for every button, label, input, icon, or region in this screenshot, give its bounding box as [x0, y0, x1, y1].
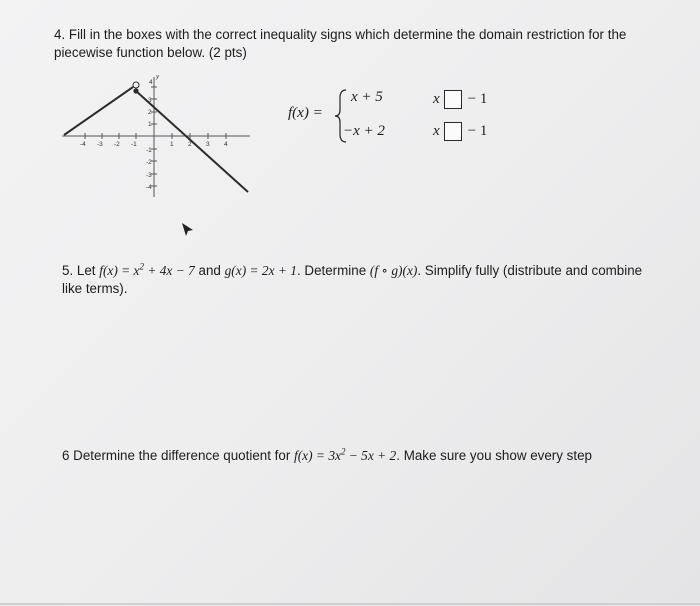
x-tick-label: -3 [97, 141, 103, 148]
x-tick-label: -1 [131, 141, 137, 148]
mouse-cursor-icon [181, 222, 195, 238]
function-label: f(x) = [288, 105, 323, 121]
f-definition-rest: + 4x − 7 [144, 263, 195, 278]
y-tick-label: -1 [146, 147, 152, 154]
y-tick-label: 4 [149, 79, 153, 86]
y-tick-label: 3 [148, 97, 152, 104]
x-tick-label: 3 [206, 141, 210, 148]
graph-line-left [64, 87, 133, 135]
question-5-suffix: . Simplify fully (distribute and combine like terms). [62, 263, 643, 296]
determine-text: . Determine [296, 263, 370, 278]
f-definition: f(x) = 3x [294, 448, 341, 463]
f-exponent: 2 [340, 446, 346, 457]
f-definition: f(x) = x [99, 263, 140, 278]
condition-2 [433, 122, 487, 141]
question-6 [62, 447, 662, 465]
condition-2-bound: − 1 [467, 122, 488, 139]
condition-1-bound: − 1 [467, 90, 488, 107]
question-4 [54, 26, 644, 62]
piecewise-graph [58, 75, 258, 200]
question-5-prefix: 5. Let [62, 263, 100, 278]
open-endpoint [133, 82, 139, 88]
question-6-prefix: 6 Determine the difference quotient for [62, 448, 294, 463]
graph-line-right [136, 91, 248, 192]
y-tick-label: -3 [146, 172, 152, 179]
question-5 [62, 262, 652, 298]
inequality-box-1[interactable] [444, 90, 462, 109]
y-tick-label: 2 [148, 109, 152, 116]
piece-1-expression: x + 5 [351, 89, 383, 105]
x-tick-label: -2 [114, 141, 120, 148]
y-tick-label: -2 [146, 159, 152, 166]
y-axis-label: y [156, 75, 160, 80]
y-tick-label: 1 [148, 121, 152, 128]
g-definition: g(x) = 2x + 1 [224, 263, 297, 278]
conjunction: and [194, 263, 225, 278]
piece-2-expression: −x + 2 [343, 123, 385, 139]
piecewise-function [288, 88, 518, 148]
x-tick-label: 1 [170, 141, 174, 148]
condition-2-variable: x [433, 122, 440, 139]
condition-1 [433, 90, 487, 109]
x-tick-label: 2 [188, 141, 192, 148]
x-tick-label: -4 [80, 141, 86, 148]
f-exponent: 2 [139, 261, 144, 272]
question-6-suffix: . Make sure you show every step [396, 448, 592, 463]
x-tick-label: 4 [224, 141, 228, 148]
y-tick-label: -4 [146, 184, 152, 191]
f-definition-rest: − 5x + 2 [345, 448, 397, 463]
inequality-box-2[interactable] [444, 122, 462, 141]
condition-1-variable: x [433, 90, 440, 107]
composition-expression: (f ∘ g)(x) [369, 263, 418, 278]
question-4-text: 4. Fill in the boxes with the correct inequality signs which determine the domain restriction for the piecewise function below. (2 pts) [54, 27, 627, 60]
